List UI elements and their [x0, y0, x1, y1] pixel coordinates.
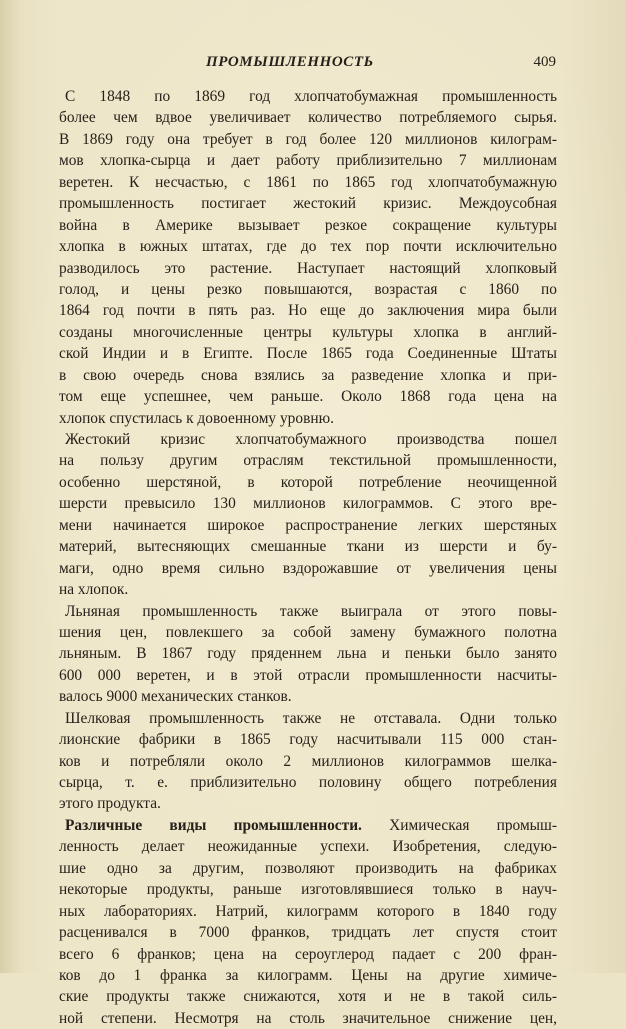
text-line: 1864 год почти в пять раз. Но еще до заключения мира были	[59, 302, 557, 320]
text-line: ных лабораториях. Натрий, килограмм которого в 1840 году	[59, 902, 557, 920]
text-line: Жестокий кризис хлопчатобумажного производства пошел	[65, 431, 557, 448]
text-line: шерсти превысило 130 миллионов килограммов. С этого вре-	[59, 495, 557, 513]
text-line: шения цен, повлекшего за собой замену бумажного полотна	[59, 623, 557, 641]
text-line: особенно шерстяной, в которой потребление неочищенной	[59, 473, 557, 491]
page-header	[56, 54, 556, 76]
text-line: ной степени. Несмотря на столь значительное снижение цен,	[59, 1009, 557, 1027]
text-line: некоторые продукты, раньше изготовлявшиеся только в науч-	[59, 881, 557, 899]
paragraph-cotton	[59, 86, 557, 429]
paragraph-linen	[59, 601, 557, 708]
text-line: ков до 1 франка за килограмм. Цены на другие химиче-	[59, 966, 557, 984]
text-line: ков и потребляли около 2 миллионов килограммов шелка-	[59, 752, 557, 770]
text-line: ские продукты также снижаются, хотя и не в такой силь-	[59, 988, 557, 1006]
text-line: маги, одно время сильно вздорожавшие от увеличения цены	[59, 559, 557, 577]
text-line: голод, и цены резко повышаются, возрастая с 1860 по	[59, 280, 557, 298]
text-line: лионские фабрики в 1865 году насчитывали 115 000 стан-	[59, 731, 557, 749]
text-line-lead	[59, 815, 557, 836]
text-line: веретен. К несчастью, с 1861 по 1865 год хлопчатобумажную	[59, 173, 557, 191]
body-text	[59, 86, 557, 1029]
text-line: разводилось это растение. Наступает настоящий хлопковый	[59, 259, 557, 277]
text-line: ленность делает неожиданные успехи. Изобретения, следую-	[59, 838, 557, 856]
text-line: том еще успешнее, чем раньше. Около 1868 года цена на	[59, 388, 557, 406]
running-title: ПРОМЫШЛЕННОСТЬ	[206, 54, 374, 70]
text-line: сырца, т. е. приблизительно половину общего потребления	[59, 774, 557, 791]
text-line: всего 6 франков; цена на сероуглерод падает с 200 фран-	[59, 945, 557, 963]
text-run: Химическая промыш-	[361, 816, 558, 834]
text-line: хлопок спустилась к довоенному уровню.	[59, 409, 334, 427]
text-line: на пользу другим отраслям текстильной промышленности,	[59, 452, 557, 470]
text-line: С 1848 по 1869 год хлопчатобумажная промышленность	[65, 88, 557, 105]
text-line: В 1869 году она требует в год более 120 миллионов килограм-	[59, 130, 557, 148]
paragraph-silk	[59, 708, 557, 815]
page-number: 409	[533, 54, 556, 70]
text-line: материй, вытесняющих смешанные ткани из шерсти и бу-	[59, 538, 557, 556]
text-line: этого продукта.	[59, 795, 161, 813]
section-heading-inline: Различные виды промышленности.	[65, 816, 362, 834]
text-line: 600 000 веретен, и в этой отрасли промышленности насчиты-	[59, 666, 557, 684]
text-line: мов хлопка-сырца и дает работу приблизительно 7 миллионам	[59, 152, 557, 170]
text-line: расценивался в 7000 франков, тридцать лет спустя стоит	[59, 924, 557, 942]
text-line: промышленность постигает жестокий кризис. Междоусобная	[59, 195, 557, 213]
text-line: на хлопок.	[59, 581, 129, 599]
paragraph-wool	[59, 429, 557, 601]
text-line: созданы многочисленные центры культуры хлопка в англий-	[59, 323, 557, 341]
text-line: хлопка в южных штатах, где до тех пор почти исключительно	[59, 238, 557, 256]
text-line: мени начинается широкое распространение легких шерстяных	[59, 516, 557, 534]
text-line: война в Америке вызывает резкое сокращение культуры	[59, 216, 557, 234]
text-line: валось 9000 механических станков.	[59, 688, 292, 706]
text-line: в свою очередь снова взялись за разведение хлопка и при-	[59, 366, 557, 384]
paragraph-chemical	[59, 815, 557, 1029]
text-line: ской Индии и в Египте. После 1865 года Соединенные Штаты	[59, 345, 557, 363]
text-line: более чем вдвое увеличивает количество потребляемого сырья.	[59, 109, 557, 127]
text-line: шие одно за другим, позволяют производить на фабриках	[59, 859, 557, 877]
text-line: льняным. В 1867 году пряденнем льна и пеньки было занято	[59, 645, 557, 663]
text-line: Шелковая промышленность также не отставала. Одни только	[65, 709, 557, 727]
text-line: Льняная промышленность также выиграла от этого повы-	[65, 602, 557, 620]
